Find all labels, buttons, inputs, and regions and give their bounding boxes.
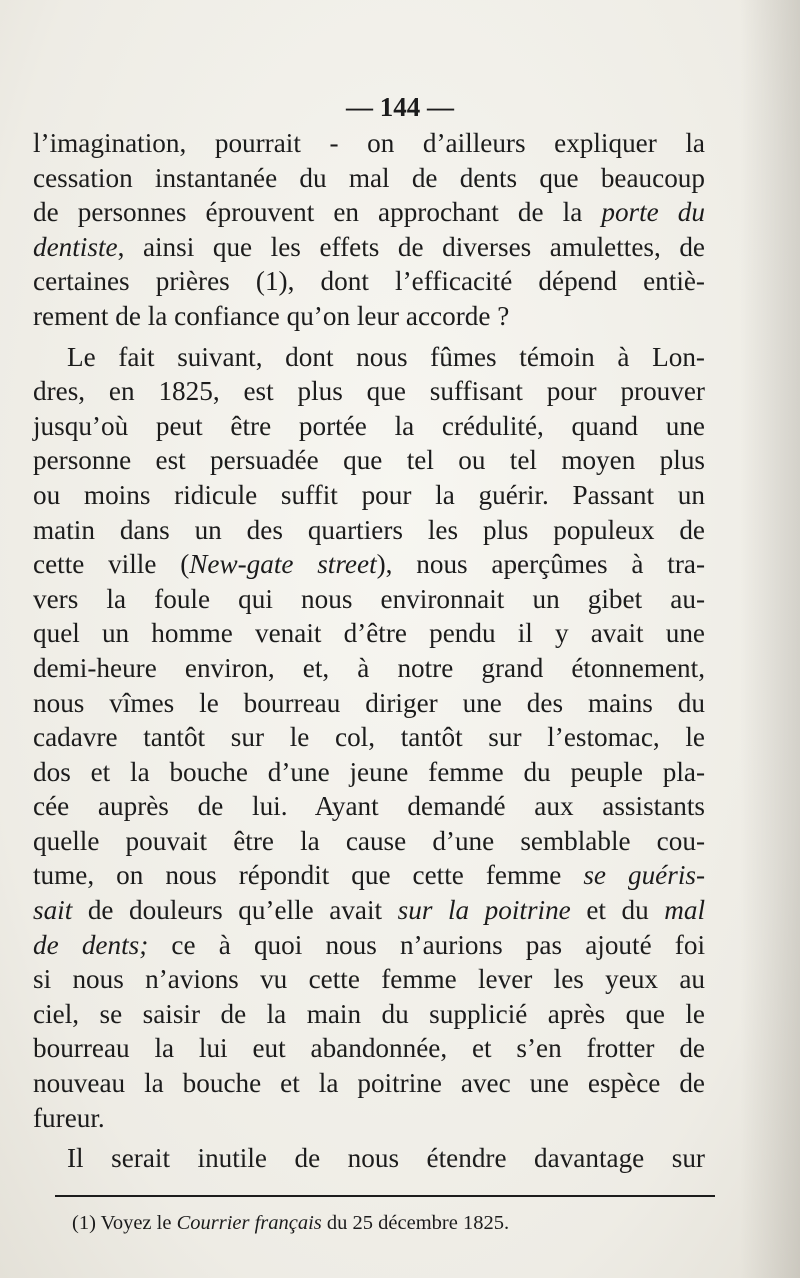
text-line: cée auprès de lui. Ayant demandé aux assistants bbox=[33, 791, 705, 822]
text-line: quel un homme venait d’être pendu il y avait une bbox=[33, 618, 705, 649]
text-line: demi-heure environ, et, à notre grand étonnement, bbox=[33, 652, 705, 683]
text-line: cadavre tantôt sur le col, tantôt sur l’estomac, le bbox=[33, 722, 705, 753]
text-line: ciel, se saisir de la main du supplicié après que le bbox=[33, 998, 705, 1029]
text-line: si nous n’avions vu cette femme lever les yeux au bbox=[33, 964, 705, 995]
text-line: de dents; ce à quoi nous n’aurions pas ajouté foi bbox=[33, 929, 705, 960]
text-line: dres, en 1825, est plus que suffisant pour prouver bbox=[33, 376, 705, 407]
text-line: dentiste, ainsi que les effets de diverses amulettes, de bbox=[33, 231, 705, 262]
text-line: cessation instantanée du mal de dents que beaucoup bbox=[33, 162, 705, 193]
text-line: Il serait inutile de nous étendre davantage sur bbox=[67, 1143, 705, 1174]
page-number: — 144 — bbox=[346, 92, 454, 122]
footnote-rule bbox=[55, 1195, 715, 1197]
text-line: sait de douleurs qu’elle avait sur la poitrine et du mal bbox=[33, 895, 706, 926]
text-line: nous vîmes le bourreau diriger une des mains du bbox=[33, 687, 705, 718]
text-line: de personnes éprouvent en approchant de la porte du bbox=[33, 197, 705, 228]
text-line: Le fait suivant, dont nous fûmes témoin à Lon- bbox=[67, 341, 705, 372]
text-line: personne est persuadée que tel ou tel moyen plus bbox=[33, 445, 705, 476]
text-line: ou moins ridicule suffit pour la guérir. Passant un bbox=[33, 479, 705, 510]
text-line: certaines prières (1), dont l’efficacité dépend entiè- bbox=[33, 266, 705, 297]
text-line: vers la foule qui nous environnait un gibet au- bbox=[33, 583, 705, 614]
text-line: fureur. bbox=[33, 1102, 105, 1133]
text-line: l’imagination, pourrait - on d’ailleurs expliquer la bbox=[33, 128, 705, 158]
text-line: nouveau la bouche et la poitrine avec une espèce de bbox=[33, 1068, 705, 1099]
text-line: cette ville (New-gate street), nous aperçûmes à tra- bbox=[33, 549, 705, 580]
text-line: bourreau la lui eut abandonnée, et s’en frotter de bbox=[33, 1033, 705, 1064]
page-edge-shadow bbox=[740, 0, 800, 1278]
footnote: (1) Voyez le Courrier français du 25 décembre 1825. bbox=[72, 1212, 510, 1234]
text-line: dos et la bouche d’une jeune femme du peuple pla- bbox=[33, 756, 705, 787]
text-line: quelle pouvait être la cause d’une semblable cou- bbox=[33, 825, 705, 856]
text-line: tume, on nous répondit que cette femme se guéris- bbox=[33, 860, 706, 891]
body-text bbox=[33, 126, 705, 1176]
text-line: jusqu’où peut être portée la crédulité, quand une bbox=[33, 410, 705, 441]
text-line: rement de la confiance qu’on leur accorde ? bbox=[33, 300, 510, 331]
text-line: matin dans un des quartiers les plus populeux de bbox=[33, 514, 705, 545]
